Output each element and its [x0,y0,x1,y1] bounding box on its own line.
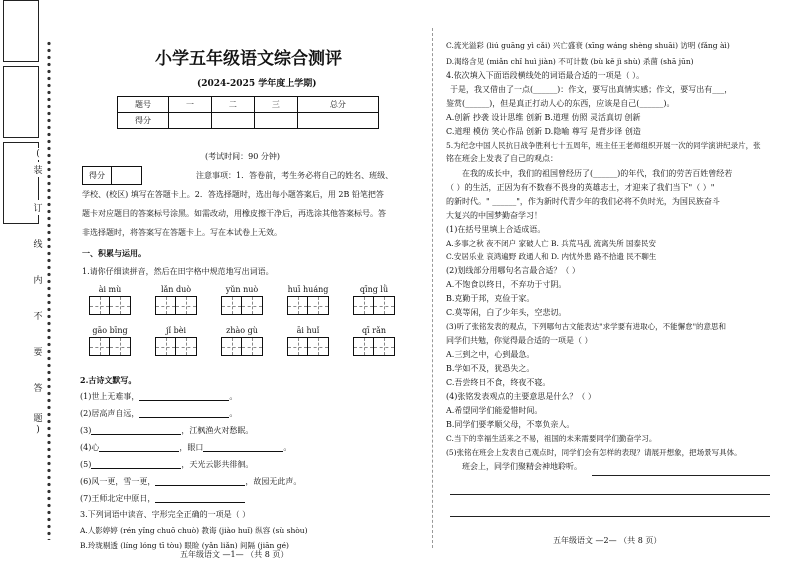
page-footer-left: 五年级语文 —1— （共 8 页） [180,550,289,559]
q1-prompt: 1.请你仔细读拼音，然后在田字格中规范地写出词语。 [82,267,274,276]
page-subtitle: (2024-2025 学年度上学期) [197,79,317,89]
score-header: 总分 [297,97,378,113]
score-cell[interactable] [254,113,297,129]
answer-blank[interactable] [203,443,283,452]
section-heading: 一、积累与运用。 [82,248,146,258]
pinyin: qīng lǜ [359,285,389,294]
binding-dots [44,40,54,540]
score-cell[interactable] [211,113,254,129]
score-box-label: 得分 [83,167,112,184]
pinyin: qī rǎn [362,326,386,335]
pinyin: gāo bīng [92,326,128,335]
binding-char: 装 [32,162,44,177]
score-header: 二 [211,97,254,113]
answer-blank[interactable] [99,443,179,452]
page-footer-right: 五年级语文 —2— （共 8 页） [553,536,662,545]
binding-paren-close: ) [32,424,44,436]
exam-time: (考试时间：90 分钟) [205,152,280,161]
pinyin: huī huáng [287,285,329,294]
q3-option-a: A.人影婷婷 (rén yǐng chuō chuò) 教诲 (jiào huǐ) 纵容 (sù shòu) [80,526,308,535]
answer-blank[interactable] [139,392,229,401]
q5-option: A.多事之秋 夜不闭户 家破人亡 B. 兵荒马乱 流离失所 国泰民安 [446,239,656,248]
q5-sub: (3)听了张铭发表的观点，下列哪句古文能表达"求学要有进取心，不能懈怠"的意思和 [446,322,727,331]
binding-char: 线 [32,236,44,251]
pinyin: lǎn duò [160,285,192,294]
pinyin-grid[interactable] [155,326,197,356]
pinyin-grid[interactable] [221,285,263,315]
q4-option: A.创新 抄袭 设计思维 创新 B.道理 仿照 灵活真切 创新 [446,113,641,122]
notice-line: 非选择题时，将答案写在答题卡上。写在本试卷上无效。 [82,228,282,237]
q5-body: 大复兴的中国梦勤奋学习！ [446,211,542,220]
binding-box-2 [3,66,39,138]
binding-char: 不 [32,308,44,323]
score-header: 一 [169,97,212,113]
answer-blank[interactable] [91,426,181,435]
q5-option: C.莫等闲，白了少年头，空悲切。 [446,308,567,317]
poem-line-6: (6)风一更，雪一更， ，故园无此声。 [80,477,302,486]
q4-text: 于是，我又借由了一点(______)：作文，要写出真情实感；作文，要写出有___， [450,85,733,94]
binding-box-top [3,0,39,62]
answer-blank[interactable] [139,409,229,418]
pinyin-grid[interactable] [89,285,131,315]
binding-paren-open: ( [32,148,44,160]
binding-char: 要 [32,344,44,359]
q5-prompt: 5.为纪念中国人民抗日战争胜利七十五周年，班主任王老师组织开展一次的同学演讲纪录片，张 [446,141,761,150]
q5-body: （ ）的生活，正因为有不数春不畏身的英雄志士，才迎来了我们当下"（ ）" [446,183,715,192]
q4-prompt: 4.依次填入下面语段横线处的词语最合适的一项是（ ）。 [446,71,645,80]
score-header: 三 [254,97,297,113]
binding-char: 订 [32,200,44,215]
q5-option: B.学如不及，犹恐失之。 [446,364,535,373]
q3-option-b: B.玲珑剔透 (líng lóng tī tòu) 眼睑 (yǎn liǎn) 间隔 (jiān gé) [80,541,289,550]
q3-prompt: 3.下列词语中读音、字形完全正确的一项是（ ） [80,510,251,519]
pinyin-grid[interactable] [353,326,395,356]
q5-sub: (2)划线部分用哪句名言最合适？（ ） [446,266,580,275]
q5-option: B.克勤于邦，克俭于家。 [446,294,535,303]
q5-sub: (4)张铭发表观点的主要意思是什么？（ ） [446,392,596,401]
poem-line-5: (5) ，天光云影共徘徊。 [80,460,254,469]
notice-line: 题卡对应题目的答案标号涂黑。如需改动，用橡皮擦干净后，再选涂其他答案标号。答 [82,209,386,218]
q3-option-c: C.流光溢彩 (liú guāng yì cǎi) 兴亡盛衰 (xīng wáng shèng shuāi) 访明 (fǎng àì) [446,41,730,50]
binding-char: 题 [32,410,44,425]
answer-line[interactable] [450,516,770,517]
q4-option: C.道理 模仿 笑心作品 创新 D.隐喻 尊写 是背步译 创造 [446,127,641,136]
pinyin: zhào gù [226,326,258,335]
q5-option: A.三到之中，心到最急。 [446,350,535,359]
q5-sub: (1)在括号里填上合适成语。 [446,225,546,234]
q5-option: C.安居乐业 哀鸿遍野 政通人和 D. 内忧外患 路不拾遗 民不聊生 [446,252,657,261]
answer-blank[interactable] [155,477,245,486]
answer-line[interactable] [450,494,770,495]
pinyin-grid[interactable] [155,285,197,315]
answer-blank[interactable] [155,494,245,503]
q5-answer-start: 班会上，同学们聚精会神地聆听。 [462,462,582,471]
score-header: 题号 [118,97,169,113]
poem-line-3: (3) ，江枫渔火对愁眠。 [80,426,254,435]
notice-line: 学校、(校区) 填写在答题卡上。2．答选择题时，选出每小题答案后，用 2B 铅笔把答 [82,190,384,199]
q5-sub: (5)张铭在班会上发表自己观点时，同学们会有怎样的表现？请展开想象，把场景写具体。 [446,448,742,457]
q5-prompt-2: 铭在班会上发表了自己的观点： [446,154,558,163]
q5-option: C.吾尝终日不食，终夜不寝。 [446,378,551,387]
score-box-input[interactable] [112,167,141,184]
binding-char: 内 [32,272,44,287]
binding-char: 答 [32,380,44,395]
score-cell[interactable] [297,113,378,129]
answer-blank[interactable] [91,460,181,469]
poem-line-7: (7)王师北定中原日， [80,494,245,503]
page-title: 小学五年级语文综合测评 [155,49,342,69]
pinyin: ài mù [98,285,122,294]
pinyin-grid[interactable] [221,326,263,356]
poem-line-1: (1)世上无难事， 。 [80,392,238,401]
q5-body: 在我的成长中，我们的祖国曾经历了(______)的年代，我们的劳苦百姓曾经若 [462,169,733,178]
pinyin-grid[interactable] [287,326,329,356]
pinyin: jǐ bèi [166,326,186,335]
q2-prompt: 2.古诗文默写。 [80,375,137,385]
pinyin: āi huǐ [296,326,320,335]
q5-option: C.当下的幸福生活来之不易，祖国的未来需要同学们勤奋学习。 [446,434,657,443]
q5-option: B.同学们要孝顺父母，不辜负亲人。 [446,420,575,429]
q5-option: A.不饱食以终日，不弃功于寸阴。 [446,280,567,289]
q3-option-d: D.渴络含见 (miǎn chǐ huì jiàn) 不可计数 (bù kě jì shù) 杀菌 (shā jūn) [446,57,694,66]
notice-line: 注意事项：1．答卷前，考生务必将自己的姓名、班级、 [196,171,394,180]
score-row-label: 得分 [118,113,169,129]
binding-strip [0,0,70,561]
poem-line-4: (4)心 ，眼口 。 [80,443,292,452]
pinyin: yǔn nuò [225,285,259,294]
score-box [82,166,142,185]
score-table [117,96,379,129]
q5-sub: 同学们共勉，你觉得最合适的一项是（ ） [446,336,593,345]
score-cell[interactable] [169,113,212,129]
q5-body: 的新时代。" ______"，作为新时代青少年的我们必将不负时光，为国民族奋斗 [446,197,720,206]
pinyin-grid[interactable] [89,326,131,356]
poem-line-2: (2)居高声自远， 。 [80,409,238,418]
pinyin-grid[interactable] [353,285,395,315]
q4-text: 鉴赏(______)，但是真正打动人心的东西，应该是自己(______)。 [446,99,675,108]
pinyin-grid[interactable] [287,285,329,315]
answer-line[interactable] [592,475,770,476]
page-divider [432,28,433,548]
q5-option: A.希望同学们能爱惜时间。 [446,406,543,415]
